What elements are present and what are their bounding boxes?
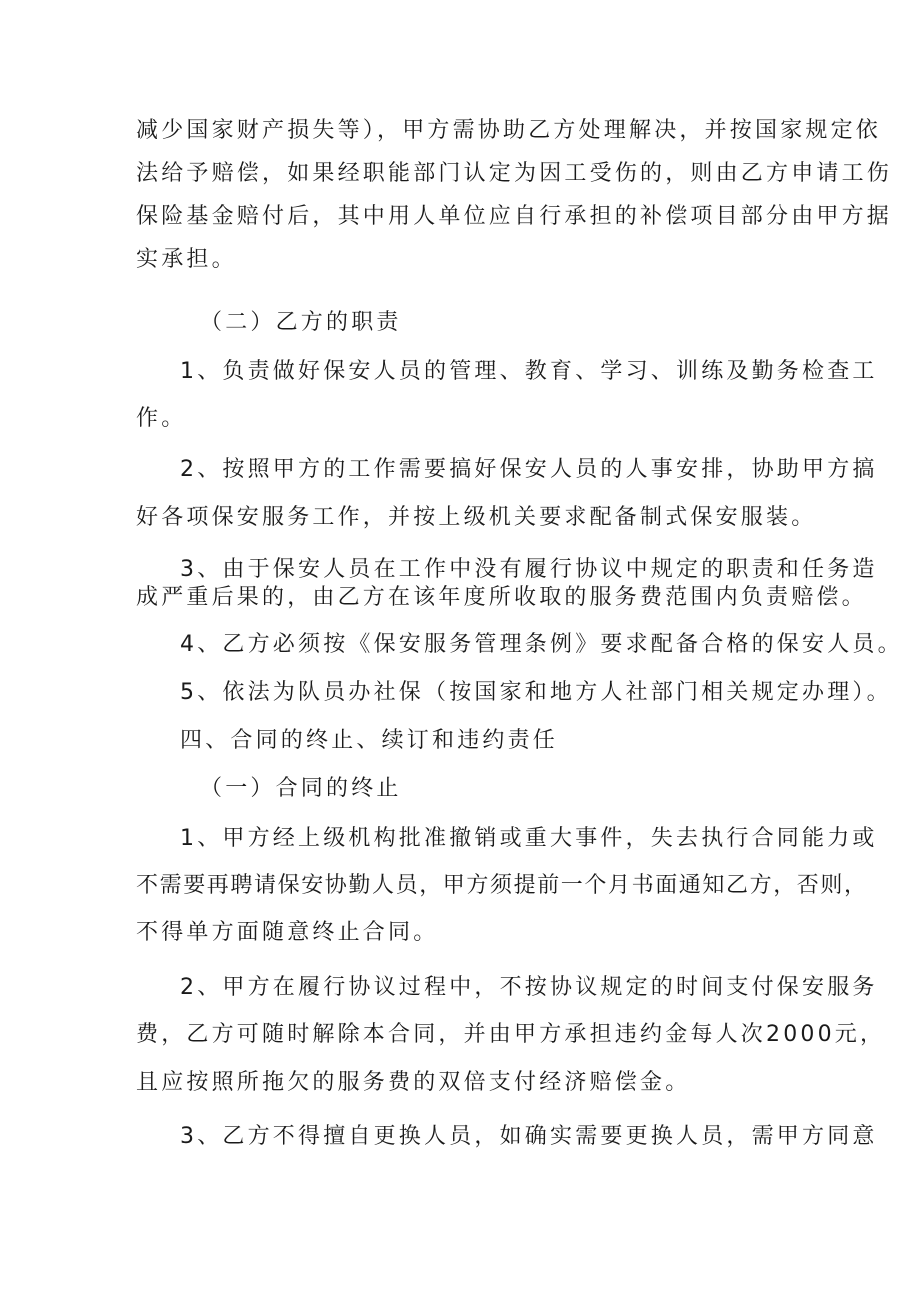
text-line: 不得单方面随意终止合同。 (136, 920, 439, 945)
text-line: 费，乙方可随时解除本合同，并由甲方承担违约金每人次2000元， (136, 1022, 886, 1047)
section-heading: 四、合同的终止、续订和违约责任 (180, 728, 559, 753)
text-line: 3、乙方不得擅自更换人员，如确实需要更换人员，需甲方同意 (180, 1124, 878, 1149)
text-line: 3、由于保安人员在工作中没有履行协议中规定的职责和任务造 (180, 557, 878, 582)
text-line: 不需要再聘请保安协勤人员，甲方须提前一个月书面通知乙方，否则， (136, 873, 868, 898)
text-line: 减少国家财产损失等），甲方需协助乙方处理解决，并按国家规定依 (136, 118, 882, 143)
text-line: 作。 (136, 406, 187, 431)
text-line: 2、按照甲方的工作需要搞好保安人员的人事安排，协助甲方搞 (180, 457, 878, 482)
text-line: 且应按照所拖欠的服务费的双倍支付经济赔偿金。 (136, 1070, 691, 1095)
text-line: 5、依法为队员办社保（按国家和地方人社部门相关规定办理）。 (180, 680, 892, 705)
text-line: 2、甲方在履行协议过程中，不按协议规定的时间支付保安服务 (180, 975, 878, 1000)
text-line: 实承担。 (136, 247, 237, 272)
text-line: 成严重后果的，由乙方在该年度所收取的服务费范围内负责赔偿。 (136, 585, 867, 610)
section-heading: （一）合同的终止 (200, 776, 402, 801)
text-line: 法给予赔偿，如果经职能部门认定为因工受伤的，则由乙方申请工伤 (136, 161, 893, 186)
text-line: 1、甲方经上级机构批准撤销或重大事件，失去执行合同能力或 (180, 826, 878, 851)
section-heading: （二）乙方的职责 (200, 310, 402, 335)
text-line: 4、乙方必须按《保安服务管理条例》要求配备合格的保安人员。 (180, 632, 903, 657)
text-line: 保险基金赔付后，其中用人单位应自行承担的补偿项目部分由甲方据 (136, 204, 893, 229)
text-line: 好各项保安服务工作，并按上级机关要求配备制式保安服装。 (136, 505, 817, 530)
text-line: 1、负责做好保安人员的管理、教育、学习、训练及勤务检查工 (180, 359, 878, 384)
